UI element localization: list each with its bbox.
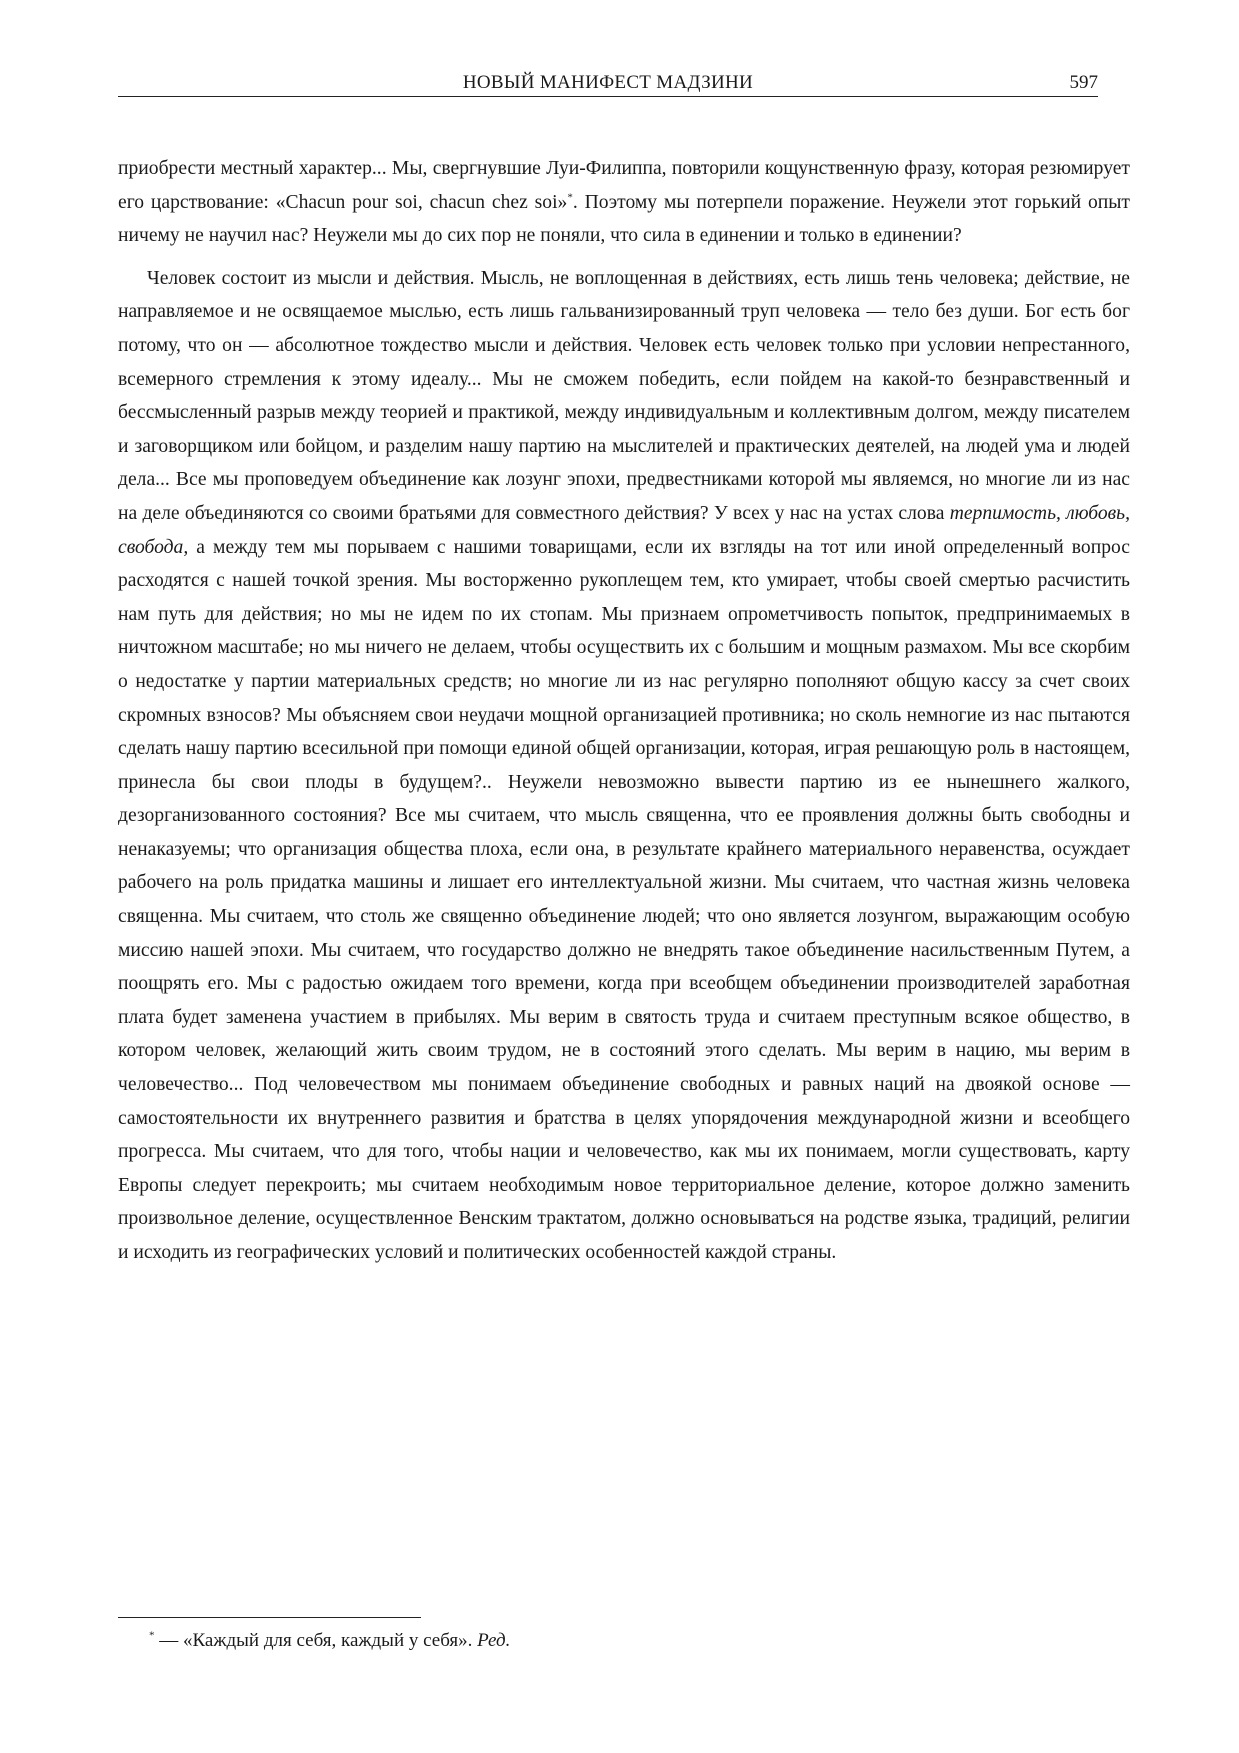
running-title: НОВЫЙ МАНИФЕСТ МАДЗИНИ [462, 72, 754, 93]
footnote-text: — «Каждый для себя, каждый у себя». [154, 1630, 478, 1651]
paragraph-1-text-a: приобрести местный характер... Мы, свергнувшие Луи-Филиппа, повторили кощунственную фразу, которая резюмирует его царствование: «Chacun pour soi, chacun chez soi» [118, 158, 1130, 213]
paragraph-1-text-b: . Поэтому мы потерпели поражение. Неужели этот горький опыт ничему не научил нас? Неужели мы до сих пор не поняли, что сила в единении и только в единении? [118, 191, 1130, 247]
paragraph-2-text-a: Человек состоит из мысли и действия. Мысль, не воплощенная в действиях, есть лишь тень человека; действие, не направляемое и не освящаемое мыслью, есть лишь гальванизированный труп человека — тело без души. Бог есть бог потому, что он — абсолютное тождество мысли и действия. Человек есть человек только при условии непрестанного, всемерного стремления к этому идеалу... Мы не сможем победить, если пойдем на какой-то безнравственный и бессмысленный разрыв между теорией и практикой, между индивидуальным и коллективным долгом, между писателем и заговорщиком или бойцом, и разделим нашу партию на мыслителей и практических деятелей, на людей ума и людей дела... Все мы проповедуем объединение как лозунг эпохи, предвестниками которой мы являемся, но многие ли из нас на деле объединяются со своими братьями для совместного действия? У всех у нас на устах слова [118, 267, 1130, 524]
paragraph-2 [118, 262, 1130, 1270]
footnote [149, 1628, 510, 1654]
paragraph-2-emphasis: терпимость, любовь, свобода, [118, 502, 1130, 558]
footnote-mark: * [149, 1629, 155, 1642]
running-header [118, 70, 1098, 97]
page-number: 597 [1069, 72, 1098, 93]
footnote-editor-note: Ред. [477, 1630, 511, 1651]
main-text [118, 152, 1130, 1270]
paragraph-1 [118, 152, 1130, 253]
footnote-reference: * [567, 191, 573, 204]
paragraph-2-text-b: а между тем мы порываем с нашими товарищами, если их взгляды на тот или иной определенный вопрос расходятся с нашей точкой зрения. Мы восторженно рукоплещем тем, кто умирает, чтобы своей смертью расчистить нам путь для действия; но мы не идем по их стопам. Мы признаем опрометчивость попыток, предпринимаемых в ничтожном масштабе; но мы ничего не делаем, чтобы осуществить их с большим и мощным размахом. Мы все скорбим о недостатке у партии материальных средств; но многие ли из нас регулярно пополняют общую кассу за счет своих скромных взносов? Мы объясняем свои неудачи мощной организацией противника; но сколь немногие из нас пытаются сделать нашу партию всесильной при помощи единой общей организации, которая, играя решающую роль в настоящем, принесла бы свои плоды в будущем?.. Неужели невозможно вывести партию из ее нынешнего жалкого, дезорганизованного состояния? Все мы считаем, что мысль священна, что ее проявления должны быть свободны и ненаказуемы; что организация общества плоха, если она, в результате крайнего материального неравенства, осуждает рабочего на роль придатка машины и лишает его интеллектуальной жизни. Мы считаем, что частная жизнь человека священна. Мы считаем, что столь же священно объединение людей; что оно является лозунгом, выражающим особую миссию нашей эпохи. Мы считаем, что государство должно не внедрять такое объединение насильственным Путем, а поощрять его. Мы с радостью ожидаем того времени, когда при всеобщем объединении производителей заработная плата будет заменена участием в прибылях. Мы верим в святость труда и считаем преступным всякое общество, в котором человек, желающий жить своим трудом, не в состояний этого сделать. Мы верим в нацию, мы верим в человечество... Под человечеством мы понимаем объединение свободных и равных наций на двоякой основе — самостоятельности их внутреннего развития и братства в целях упорядочения международной жизни и всеобщего прогресса. Мы считаем, что для того, чтобы нации и человечество, как мы их понимаем, могли существовать, карту Европы следует перекроить; мы считаем необходимым новое территориальное деление, которое должно заменить произвольное деление, осуществленное Венским трактатом, должно основываться на родстве языка, традиций, религии и исходить из географических условий и политических особенностей каждой страны. [118, 536, 1130, 1263]
footnote-divider [118, 1617, 421, 1618]
